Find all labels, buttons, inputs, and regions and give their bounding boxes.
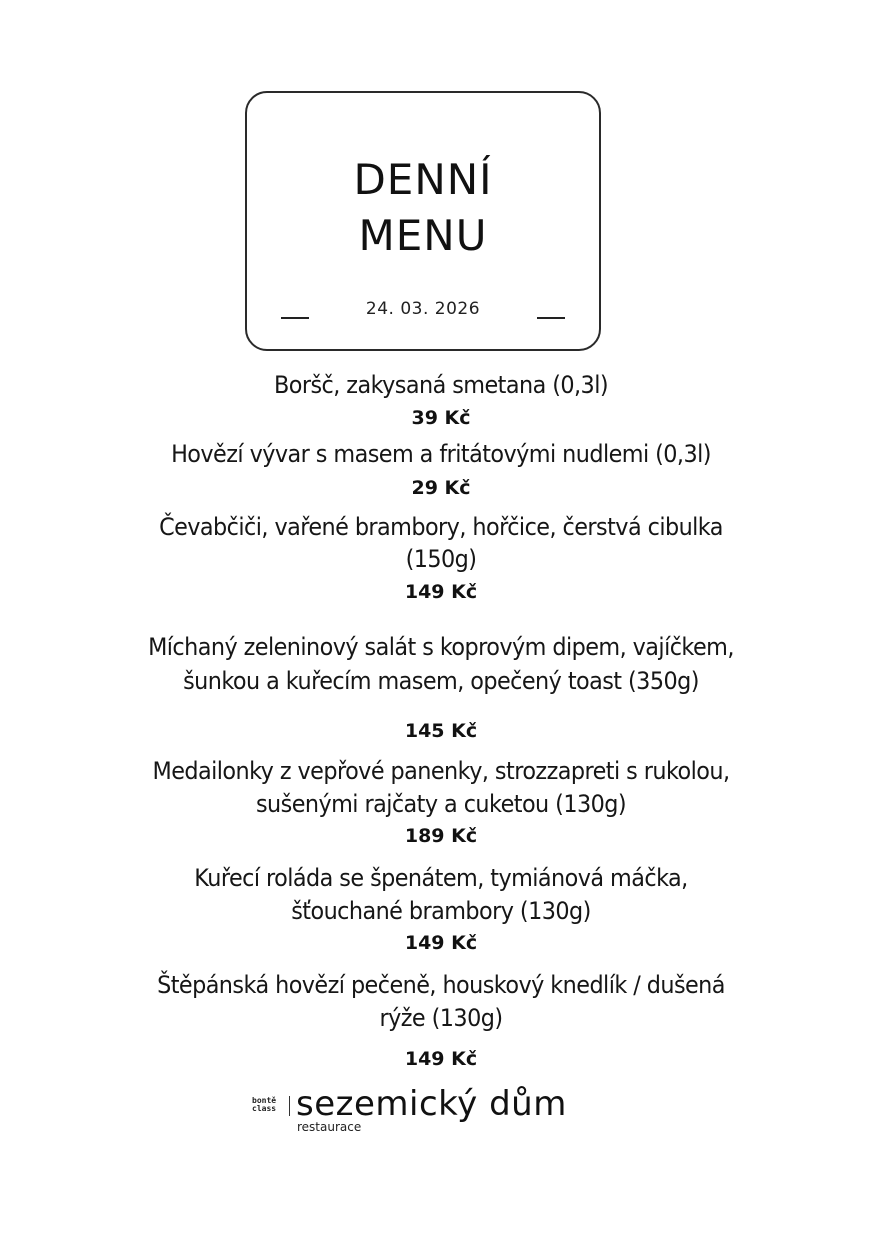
menu-item-1-name: Boršč, zakysaná smetana (0,3l): [273, 371, 609, 399]
logo-subtitle: restaurace: [297, 1120, 362, 1134]
menu-item-2-name: Hovězí vývar s masem a fritátovými nudlemi (0,3l): [171, 440, 711, 468]
title-line-1: DENNÍ: [353, 155, 493, 204]
menu-item-6-name-line2: šťouchané brambory (130g): [291, 897, 591, 925]
title-box: [245, 91, 601, 351]
logo-divider: [289, 1096, 290, 1116]
restaurant-logo: [252, 1084, 612, 1138]
menu-item-3-name-line2: (150g): [405, 545, 477, 573]
menu-item-4-price: 145 Kč: [404, 720, 478, 742]
logo-brand-small: [252, 1097, 276, 1113]
menu-item-7-name-line1: Štěpánská hovězí pečeně, houskový knedlík / dušená: [157, 971, 725, 999]
menu-item-1-price: 39 Kč: [411, 407, 471, 429]
menu-item-5-name-line1: Medailonky z vepřové panenky, strozzapreti s rukolou,: [152, 757, 730, 785]
menu-item-5-price: 189 Kč: [404, 825, 478, 847]
dash-right-decoration: [537, 317, 565, 319]
menu-item-3-name-line1: Čevabčiči, vařené brambory, hořčice, čerstvá cibulka: [159, 513, 723, 541]
logo-brand-line2: class: [252, 1104, 277, 1113]
menu-item-7-price: 149 Kč: [404, 1048, 478, 1070]
menu-item-6-price: 149 Kč: [404, 932, 478, 954]
logo-name: sezemický dům: [296, 1084, 567, 1124]
logo-brand-line1: bontě: [252, 1096, 277, 1105]
menu-item-4-name-line1: Míchaný zeleninový salát s koprovým dipem, vajíčkem,: [148, 633, 734, 661]
menu-item-6-name-line1: Kuřecí roláda se špenátem, tymiánová máčka,: [194, 864, 688, 892]
menu-item-4-name-line2: šunkou a kuřecím masem, opečený toast (350g): [183, 667, 699, 695]
menu-item-7-name-line2: rýže (130g): [379, 1004, 503, 1032]
menu-date: 24. 03. 2026: [365, 299, 481, 319]
menu-item-5-name-line2: sušenými rajčaty a cuketou (130g): [255, 790, 627, 818]
menu-item-2-price: 29 Kč: [411, 477, 471, 499]
title-line-2: MENU: [358, 211, 488, 260]
menu-item-3-price: 149 Kč: [404, 581, 478, 603]
